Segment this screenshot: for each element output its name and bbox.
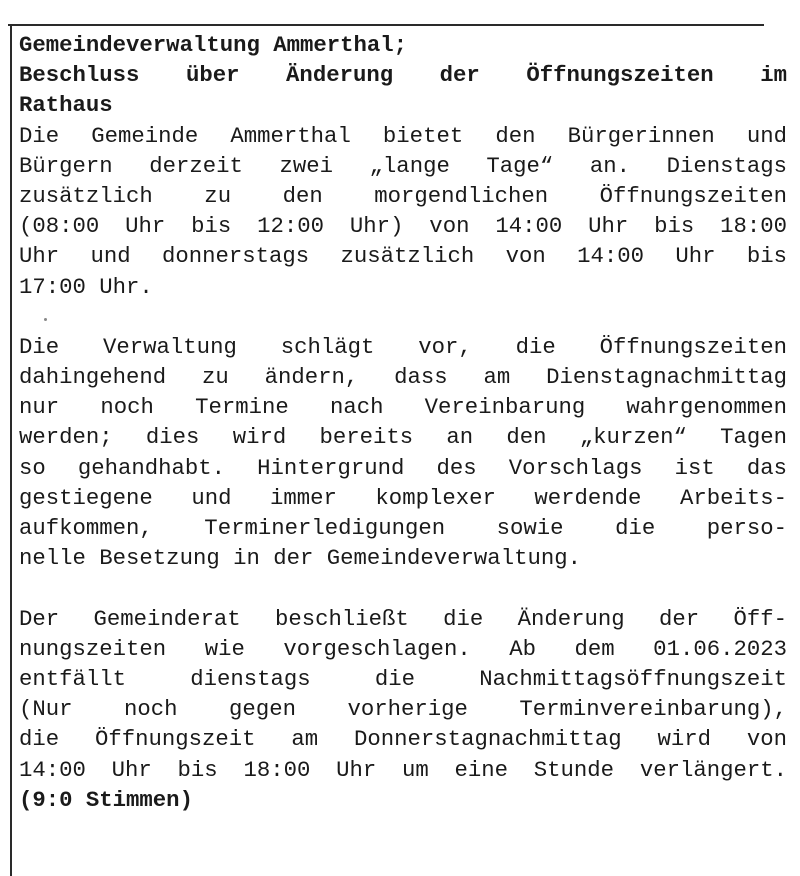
text-line: gestiegene und immer komplexer werdende Arbeits- xyxy=(19,484,787,511)
header-title: Beschluss über Änderung der Öffnungszeiten im xyxy=(19,62,787,89)
text-line: nur noch Termine nach Vereinbarung wahrgenommen xyxy=(19,394,787,421)
text-line: Die Verwaltung schlägt vor, die Öffnungszeiten xyxy=(19,333,787,360)
paragraph-resolution xyxy=(19,604,787,785)
text-line: 17:00 Uhr. xyxy=(19,273,153,300)
text-line: so gehandhabt. Hintergrund des Vorschlags ist das xyxy=(19,454,787,481)
text-line: nungszeiten wie vorgeschlagen. Ab dem 01.06.2023 xyxy=(19,635,787,662)
header-authority: Gemeindeverwaltung Ammerthal; xyxy=(19,32,408,58)
paragraph-spacer xyxy=(19,302,787,332)
header-title-cont: Rathaus xyxy=(19,92,113,119)
text-line: (08:00 Uhr bis 12:00 Uhr) von 14:00 Uhr bis 18:00 xyxy=(19,213,787,240)
text-line: Die Gemeinde Ammerthal bietet den Bürgerinnen und xyxy=(19,122,787,149)
text-line: die Öffnungszeit am Donnerstagnachmittag wird von xyxy=(19,726,787,753)
text-line: (Nur noch gegen vorherige Terminvereinbarung), xyxy=(19,696,787,723)
text-line: 14:00 Uhr bis 18:00 Uhr um eine Stunde verlängert. xyxy=(19,756,787,783)
paragraph-spacer xyxy=(19,573,787,603)
text-line: Der Gemeinderat beschließt die Änderung der Öff- xyxy=(19,605,787,632)
vote-result: (9:0 Stimmen) xyxy=(19,786,193,813)
text-line: aufkommen, Terminerledigungen sowie die perso- xyxy=(19,515,787,541)
top-border-line xyxy=(8,24,764,26)
paragraph-proposal xyxy=(19,332,787,574)
document-body xyxy=(19,30,787,815)
text-line: dahingehend zu ändern, dass am Dienstagnachmittag xyxy=(19,364,787,391)
text-line: Uhr und donnerstags zusätzlich von 14:00 Uhr bis xyxy=(19,243,787,270)
text-line: Bürgern derzeit zwei „lange Tage“ an. Dienstags xyxy=(19,152,787,179)
text-line: entfällt dienstags die Nachmittagsöffnungszeit xyxy=(19,665,787,692)
text-line: zusätzlich zu den morgendlichen Öffnungszeiten xyxy=(19,182,787,209)
left-border-line xyxy=(10,24,12,876)
text-line: werden; dies wird bereits an den „kurzen“ Tagen xyxy=(19,424,787,451)
text-line: nelle Besetzung in der Gemeindeverwaltung. xyxy=(19,545,581,572)
paragraph-current-hours xyxy=(19,121,787,302)
